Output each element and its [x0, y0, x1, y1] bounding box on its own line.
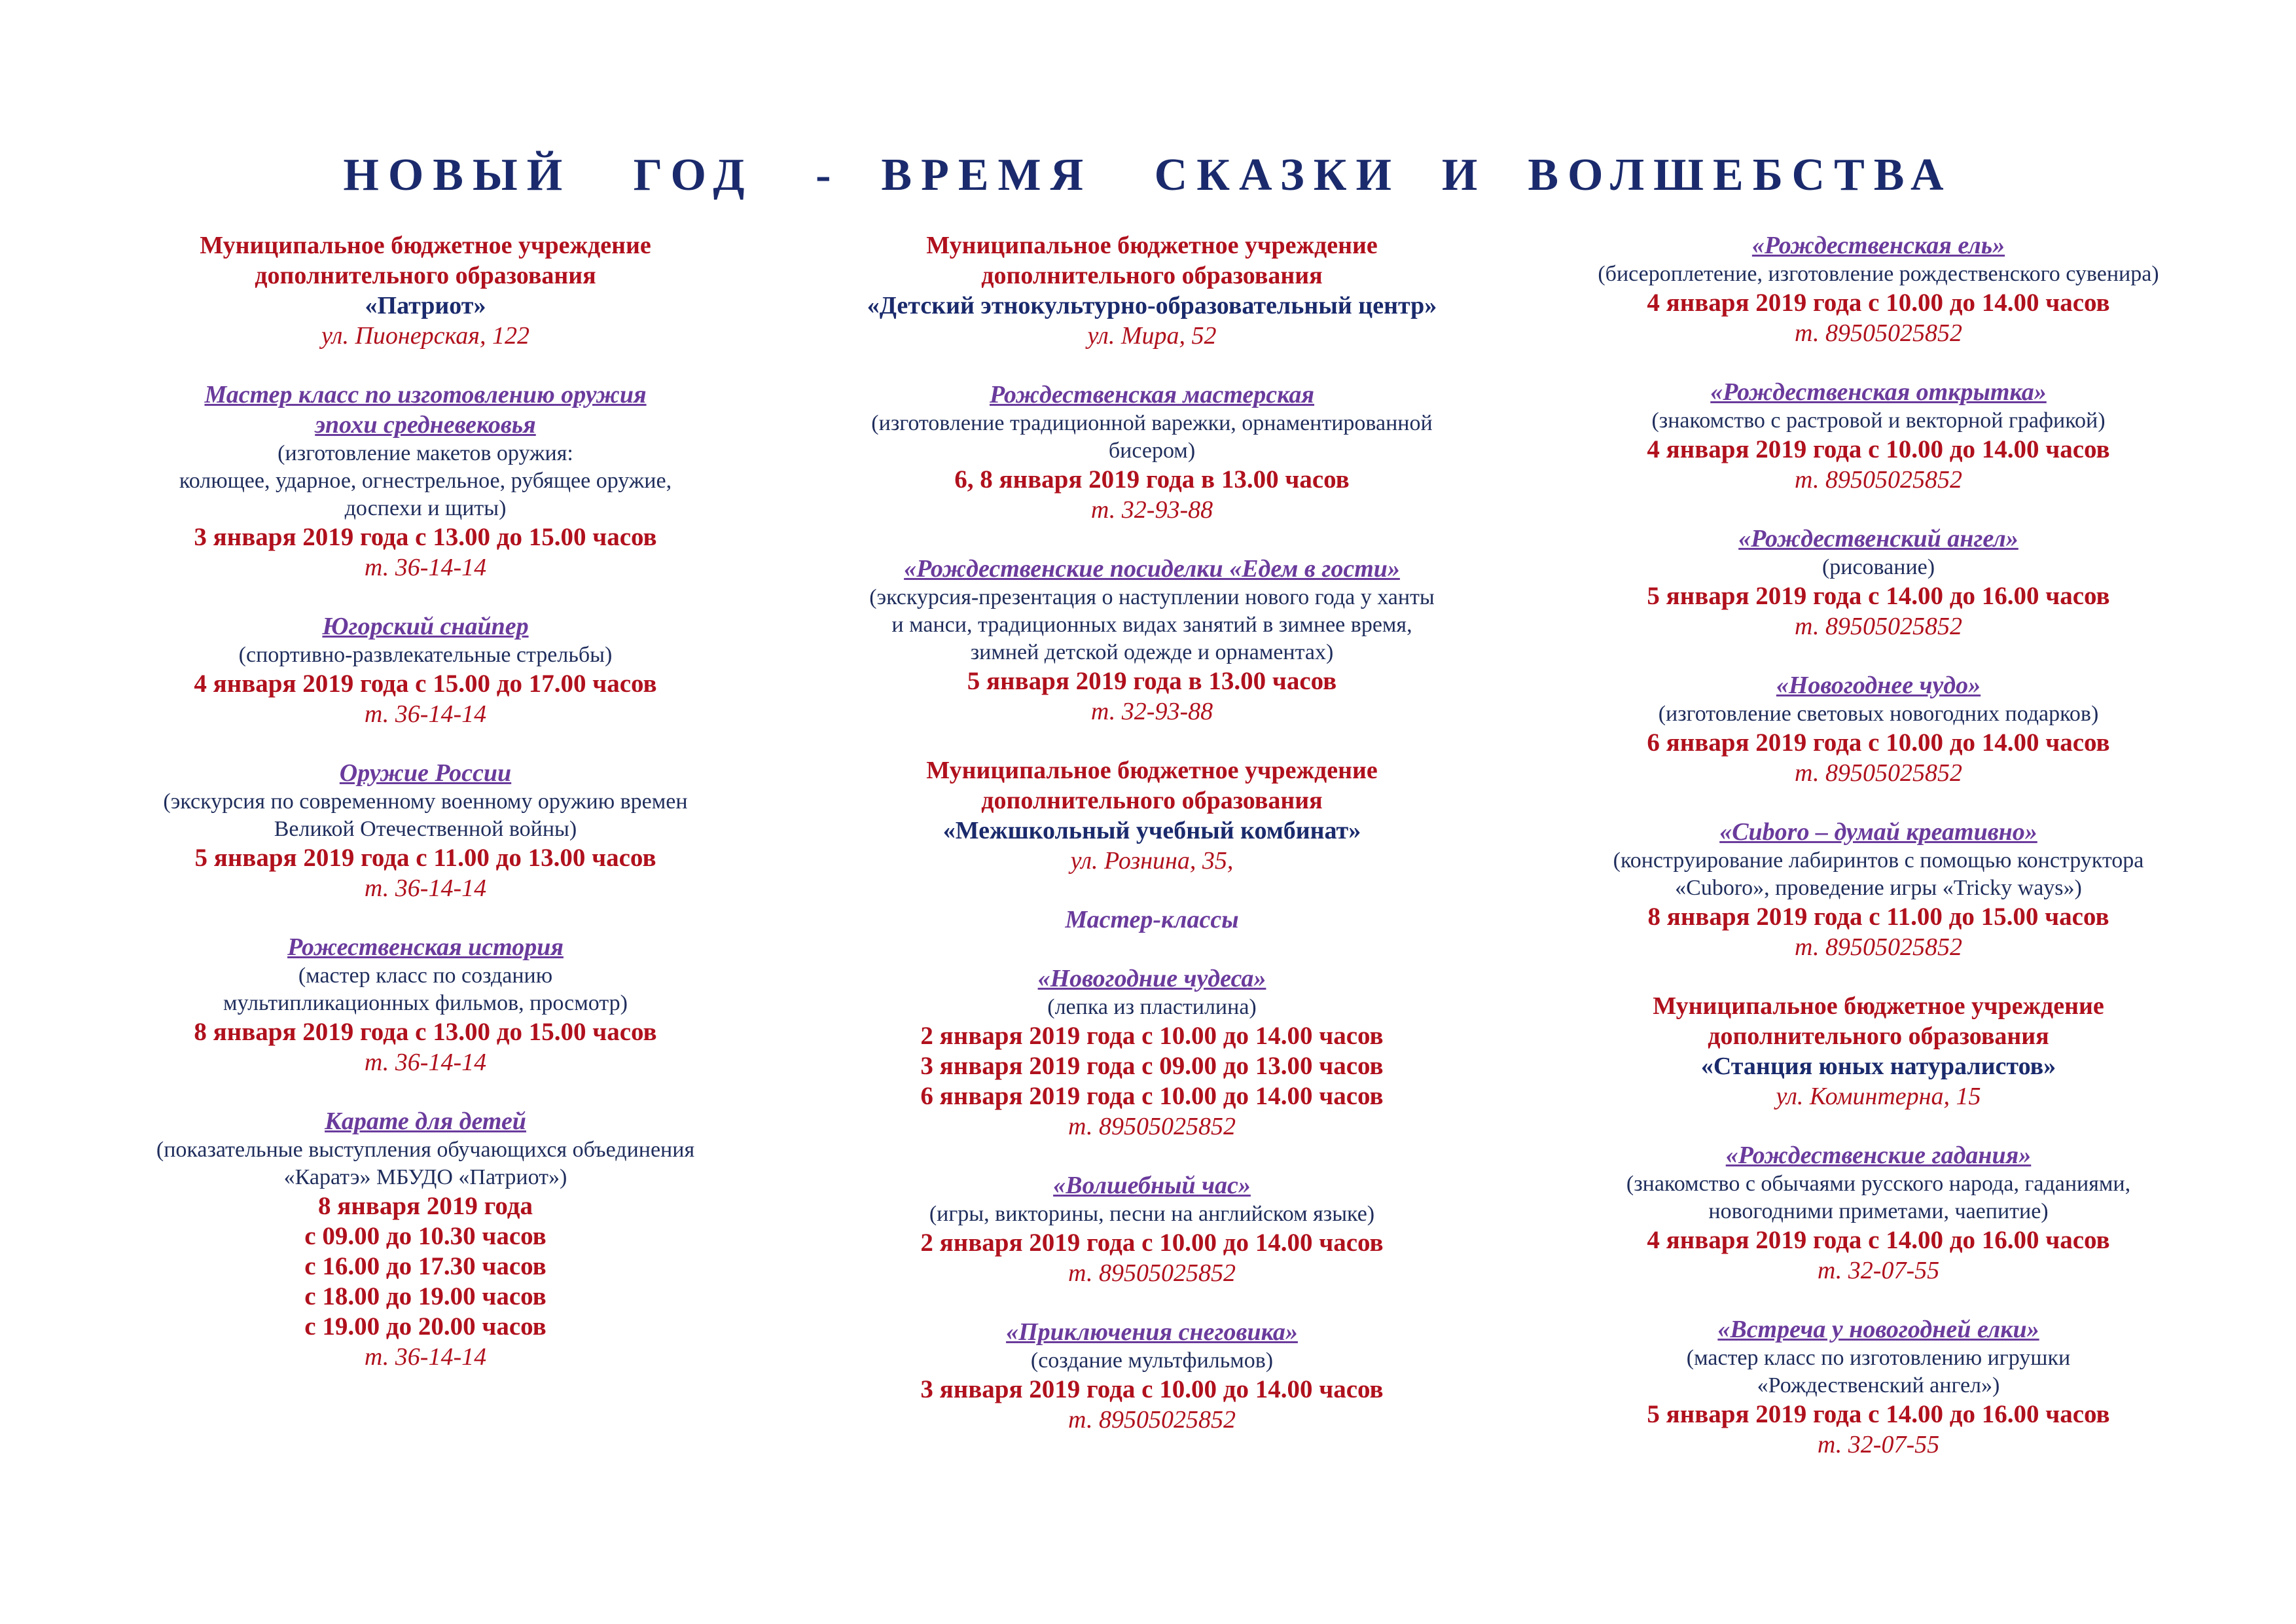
event-date: 4 января 2019 года с 10.00 до 14.00 часов [1647, 435, 2110, 463]
event-date: 2 января 2019 года с 10.00 до 14.00 часов [920, 1022, 1384, 1050]
event-date: с 19.00 до 20.00 часов [304, 1312, 547, 1341]
event-block [1518, 1314, 2238, 1460]
event-title: Рожественская история [287, 933, 564, 961]
event-description: (создание мультфильмов) [1030, 1348, 1274, 1373]
event-date: с 16.00 до 17.30 часов [304, 1252, 547, 1280]
event-date: 5 января 2019 года с 11.00 до 13.00 часов [194, 844, 656, 872]
institution-name: «Патриот» [365, 292, 486, 319]
event-description: (мастер класс по изготовлению игрушки [1686, 1346, 2071, 1370]
event-date: 4 января 2019 года с 14.00 до 16.00 часов [1647, 1226, 2110, 1254]
contact-phone: т. 89505025852 [1795, 759, 1962, 787]
event-title: «Приключения снеговика» [1006, 1318, 1298, 1346]
event-date: 5 января 2019 года с 14.00 до 16.00 часов [1647, 1400, 2110, 1428]
event-title: Оружие России [339, 759, 512, 787]
contact-phone: т. 36-14-14 [364, 1049, 487, 1076]
event-description: (бисероплетение, изготовление рождественского сувенира) [1598, 262, 2159, 286]
event-description: (мастер класс по созданию [298, 964, 553, 988]
event-block [1518, 670, 2238, 788]
institution-name: «Межшкольный учебный комбинат» [942, 817, 1361, 844]
event-block [785, 1170, 1518, 1288]
contact-phone: т. 36-14-14 [364, 554, 487, 581]
event-description: (экскурсия-презентация о наступлении нового года у ханты [869, 585, 1435, 609]
event-description: новогодними приметами, чаепитие) [1708, 1199, 2049, 1223]
institution-type-line: дополнительного образования [981, 787, 1323, 814]
event-block [785, 905, 1518, 935]
event-date: 5 января 2019 года в 13.00 часов [967, 667, 1337, 695]
event-block [65, 230, 785, 351]
event-block [1518, 991, 2238, 1111]
event-description: (знакомство с растровой и векторной графикой) [1651, 408, 2106, 433]
event-title: «Встреча у новогодней елки» [1717, 1316, 2039, 1343]
event-block [1518, 524, 2238, 641]
institution-name: «Детский этнокультурно-образовательный центр» [867, 292, 1437, 319]
event-date: 4 января 2019 года с 10.00 до 14.00 часов [1647, 289, 2110, 317]
event-title: «Волшебный час» [1053, 1172, 1251, 1199]
event-date: 3 января 2019 года с 09.00 до 13.00 часов [920, 1052, 1384, 1080]
event-date: 8 января 2019 года с 13.00 до 15.00 часов [194, 1018, 657, 1046]
institution-name: «Станция юных натуралистов» [1700, 1053, 2056, 1080]
event-description: (рисование) [1821, 555, 1935, 579]
event-description: мультипликационных фильмов, просмотр) [223, 991, 628, 1015]
event-description: (игры, викторины, песни на английском языке) [929, 1202, 1375, 1226]
event-description: (спортивно-развлекательные стрельбы) [238, 643, 613, 667]
event-description: (знакомство с обычаями русского народа, гаданиями, [1626, 1172, 2131, 1196]
event-title: «Рождественские посиделки «Едем в гости» [904, 555, 1400, 583]
event-description: бисером) [1108, 439, 1196, 463]
contact-phone: т. 36-14-14 [364, 700, 487, 728]
column-middle [785, 230, 1518, 1464]
event-block [65, 611, 785, 729]
contact-phone: т. 32-07-55 [1817, 1431, 1940, 1458]
event-description: (показательные выступления обучающихся объединения [156, 1138, 695, 1162]
event-description: «Каратэ» МБУДО «Патриот») [283, 1165, 567, 1189]
event-description: (конструирование лабиринтов с помощью конструктора [1613, 848, 2144, 873]
institution-address: ул. Коминтерна, 15 [1776, 1083, 1981, 1110]
event-title: «Новогодние чудеса» [1037, 965, 1266, 992]
contact-phone: т. 36-14-14 [364, 1343, 487, 1371]
event-date: 3 января 2019 года с 13.00 до 15.00 часов [194, 523, 657, 551]
event-block [1518, 230, 2238, 348]
column-left [65, 230, 785, 1401]
section-subheading: Мастер-классы [1065, 906, 1239, 933]
institution-type-line: Муниципальное бюджетное учреждение [926, 757, 1378, 784]
event-description: зимней детской одежде и орнаментах) [970, 640, 1334, 664]
contact-phone: т. 89505025852 [1795, 613, 1962, 640]
contact-phone: т. 89505025852 [1068, 1406, 1236, 1434]
institution-type-line: дополнительного образования [981, 262, 1323, 289]
event-block [785, 230, 1518, 351]
event-title: эпохи средневековья [315, 411, 536, 439]
contact-phone: т. 89505025852 [1068, 1259, 1236, 1287]
contact-phone: т. 32-93-88 [1090, 496, 1213, 524]
event-description: «Cuboro», проведение игры «Tricky ways») [1675, 876, 2082, 900]
event-block [785, 554, 1518, 727]
event-title: «Новогоднее чудо» [1776, 672, 1981, 699]
institution-address: ул. Мира, 52 [1087, 322, 1217, 350]
event-block [785, 1317, 1518, 1435]
institution-type-line: Муниципальное бюджетное учреждение [926, 232, 1378, 259]
institution-type-line: Муниципальное бюджетное учреждение [1653, 992, 2104, 1020]
event-date: 8 января 2019 года с 11.00 до 15.00 часов [1647, 903, 2109, 931]
event-date: 4 января 2019 года с 15.00 до 17.00 часов [194, 670, 657, 698]
institution-address: ул. Пионерская, 122 [321, 322, 529, 350]
event-block [1518, 1140, 2238, 1286]
event-description: (изготовление традиционной варежки, орнаментированной [871, 411, 1433, 435]
event-date: 2 января 2019 года с 10.00 до 14.00 часов [920, 1229, 1384, 1257]
event-title: «Рождественская открытка» [1710, 378, 2047, 406]
event-block [65, 932, 785, 1077]
event-description: колющее, ударное, огнестрельное, рубящее оружие, [179, 469, 672, 493]
event-description: доспехи и щиты) [344, 496, 507, 520]
event-description: и манси, традиционных видах занятий в зимнее время, [891, 613, 1412, 637]
institution-type-line: дополнительного образования [1708, 1022, 2049, 1050]
column-right [1518, 230, 2238, 1489]
event-block [1518, 377, 2238, 495]
event-date: 5 января 2019 года с 14.00 до 16.00 часов [1647, 582, 2110, 610]
contact-phone: т. 32-07-55 [1817, 1257, 1940, 1284]
event-block [785, 964, 1518, 1142]
event-date: 6 января 2019 года с 10.00 до 14.00 часов [920, 1082, 1384, 1110]
event-block [65, 1106, 785, 1372]
event-block [65, 380, 785, 583]
event-description: «Рождественский ангел») [1757, 1373, 2000, 1398]
event-title: Рождественская мастерская [989, 381, 1315, 408]
event-block [1518, 817, 2238, 962]
event-description: Великой Отечественной войны) [274, 817, 577, 841]
contact-phone: т. 89505025852 [1795, 319, 1962, 347]
event-date: с 18.00 до 19.00 часов [304, 1282, 547, 1310]
event-date: 6 января 2019 года с 10.00 до 14.00 часов [1647, 729, 2110, 757]
event-block [65, 758, 785, 903]
event-block [785, 755, 1518, 876]
institution-type-line: дополнительного образования [255, 262, 596, 289]
event-date: 6, 8 января 2019 года в 13.00 часов [954, 465, 1350, 494]
event-title: Карате для детей [325, 1108, 526, 1135]
event-title: Югорский снайпер [322, 613, 529, 640]
contact-phone: т. 36-14-14 [364, 875, 487, 902]
event-description: (лепка из пластилина) [1047, 995, 1257, 1019]
page-title: НОВЫЙ ГОД - ВРЕМЯ СКАЗКИ И ВОЛШЕБСТВА [343, 150, 1953, 200]
institution-type-line: Муниципальное бюджетное учреждение [200, 232, 651, 259]
contact-phone: т. 89505025852 [1795, 466, 1962, 494]
event-date: 8 января 2019 года [317, 1192, 533, 1220]
contact-phone: т. 89505025852 [1795, 933, 1962, 961]
event-date: с 09.00 до 10.30 часов [304, 1222, 547, 1250]
event-date: 3 января 2019 года с 10.00 до 14.00 часов [920, 1375, 1384, 1403]
contact-phone: т. 89505025852 [1068, 1113, 1236, 1140]
event-title: Мастер класс по изготовлению оружия [204, 381, 647, 408]
event-title: «Рождественская ель» [1751, 232, 2005, 259]
event-title: «Cuboro – думай креативно» [1719, 818, 2037, 846]
event-description: (изготовление световых новогодних подарков) [1658, 702, 2099, 726]
event-title: «Рождественские гадания» [1725, 1142, 2032, 1169]
contact-phone: т. 32-93-88 [1090, 698, 1213, 725]
event-description: (экскурсия по современному военному оружию времен [163, 789, 688, 814]
event-title: «Рождественский ангел» [1738, 525, 2018, 552]
institution-address: ул. Рознина, 35, [1070, 847, 1234, 875]
event-block [785, 380, 1518, 525]
event-description: (изготовление макетов оружия: [278, 441, 573, 465]
